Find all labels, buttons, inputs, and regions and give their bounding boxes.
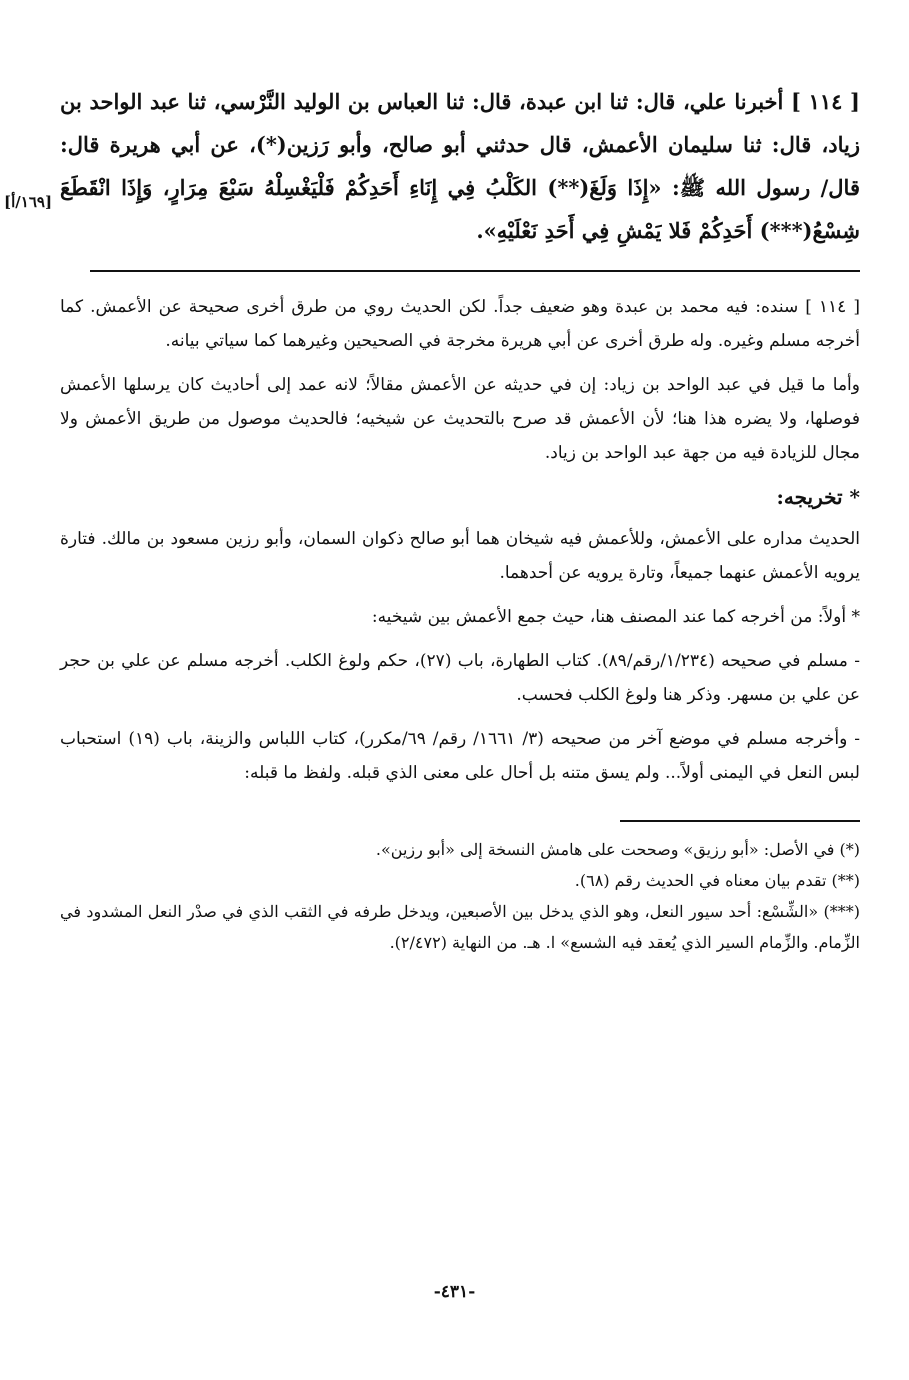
document-page: [60, 80, 860, 958]
footnote: (***) «الشِّسْع: أحد سيور النعل، وهو الذي يدخل بين الأصبعين، ويدخل طرفه في الثقب الذي في صدْر النعل المشدود في الزِّمام. والزِّمام السير الذي يُعقد فيه الشسع» ا. هـ. من النهاية (٢/٤٧٢).: [60, 902, 860, 952]
commentary-paragraph: [ ١١٤ ] سنده: فيه محمد بن عبدة وهو ضعيف جداً. لكن الحديث روي من طرق أخرى صحيحة عن الأعمش. كما أخرجه مسلم وغيره. وله طرق أخرى عن أبي هريرة مخرجة في الصحيحين وغيرهما كما سياتي بيانه.: [60, 297, 860, 351]
text-divider: [90, 270, 860, 272]
takhrij-paragraph: * أولاً: من أخرجه كما عند المصنف هنا، حيث جمع الأعمش بين شيخيه:: [371, 607, 860, 627]
footnote: (**) تقدم بيان معناه في الحديث رقم (٦٨).: [574, 871, 860, 890]
hadith-text: [60, 80, 860, 252]
hadith-paragraph: [ ١١٤ ] أخبرنا علي، قال: ثنا ابن عبدة، قال: ثنا العباس بن الوليد النَّرْسي، ثنا عبد الواحد بن زياد، قال: ثنا سليمان الأعمش، قال حدثني أبو صالح، وأبو رَزين(*)، عن أبي هريرة قال: قال/ رسول الله ﷺ: «إِذَا وَلَغَ(**) الكَلْبُ فِي إِنَاءِ أَحَدِكُمْ فَلْيَغْسِلْهُ سَبْعَ مِرَارٍ، وَإِذَا انْقَطَعَ شِسْعُ(***) أَحَدِكُمْ فَلا يَمْشِ فِي أَحَدِ نَعْلَيْهِ».: [60, 89, 860, 243]
commentary-paragraph: وأما ما قيل في عبد الواحد بن زياد: إن في حديثه عن الأعمش مقالاً؛ لانه عمد إلى أحاديث كان يرسلها الأعمش فوصلها، ولا يضره هذا هنا؛ لأن الأعمش قد صرح بالتحديث عن شيخيه؛ فالحديث موصول من طريق الأعمش ولا مجال للزيادة فيه من جهة عبد الواحد بن زياد.: [60, 375, 860, 463]
footnote-divider: [620, 820, 860, 822]
takhrij-paragraph: - وأخرجه مسلم في موضع آخر من صحيحه (٣/ ١٦٦١/ رقم/ ٦٩/مكرر)، كتاب اللباس والزينة، باب (١٩) استحباب لبس النعل في اليمنى أولاً... ولم يسق متنه بل أحال على معنى الذي قبله. ولفظ ما قبله:: [60, 729, 861, 783]
takhrij-paragraph: - مسلم في صحيحه (١/٢٣٤/رقم/٨٩). كتاب الطهارة، باب (٢٧)، حكم ولوغ الكلب. أخرجه مسلم عن علي بن حجر عن علي بن مسهر. وذكر هنا ولوغ الكلب فحسب.: [60, 651, 860, 705]
page-number: -٤٣١-: [433, 1282, 476, 1302]
commentary-section: [60, 290, 860, 790]
takhrij-heading: * تخريجه:: [776, 485, 860, 509]
footnote: (*) في الأصل: «أبو رزيق» وصححت على هامش النسخة إلى «أبو رزين».: [375, 840, 860, 859]
footnotes-section: [60, 834, 860, 958]
margin-folio-reference: [١٦٩/أ]: [4, 193, 53, 211]
takhrij-paragraph: الحديث مداره على الأعمش، وللأعمش فيه شيخان هما أبو صالح ذكوان السمان، وأبو رزين مسعود بن مالك. فتارة يرويه الأعمش عنهما جميعاً، وتارة يرويه عن أحدهما.: [60, 529, 860, 583]
